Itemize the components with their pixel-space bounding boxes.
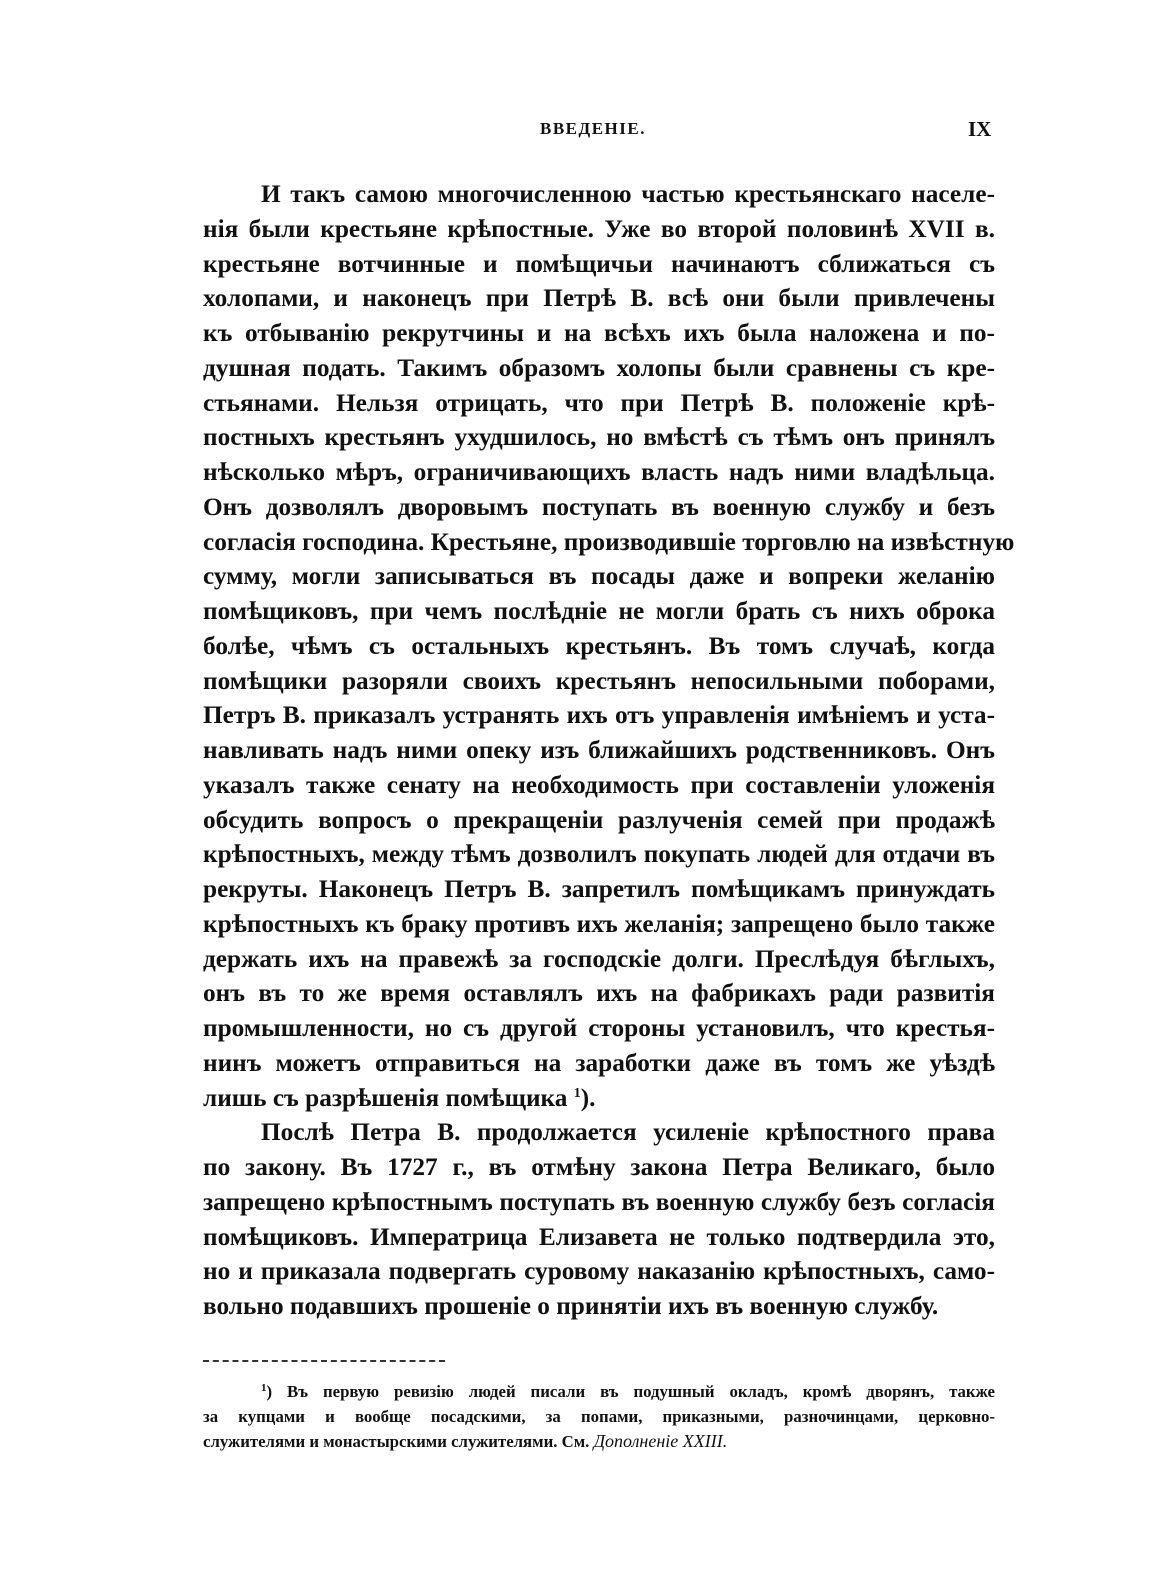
footnote-text: служителями и монастырскими служителями. См. bbox=[203, 1432, 590, 1451]
text-line-content: лишь съ разрѣшенія помѣщика bbox=[203, 1083, 568, 1112]
text-line: къ отбыванію рекрутчины и на всѣхъ ихъ была наложена и по- bbox=[203, 319, 995, 347]
text-line: держать ихъ на правежѣ за господскіе долги. Преслѣдуя бѣглыхъ, bbox=[203, 944, 995, 973]
text-line: сумму, могли записываться въ посады даже и вопреки желанію bbox=[203, 562, 995, 591]
text-line: крѣпостныхъ къ браку противъ ихъ желанія; запрещено было также bbox=[203, 909, 995, 938]
footnote-line bbox=[203, 1380, 995, 1405]
text-line: согласія господина. Крестьяне, производившіе торговлю на извѣстную bbox=[203, 527, 1015, 556]
text-line: Онъ дозволялъ дворовымъ поступать въ военную службу и безъ bbox=[203, 492, 995, 521]
text-line: помѣщики разоряли своихъ крестьянъ непосильными поборами, bbox=[203, 666, 995, 695]
text-line: холопами, и наконецъ при Петрѣ В. всѣ они были привлечены bbox=[203, 284, 995, 313]
footnote-text: ) Въ первую ревизію людей писали въ подушный окладъ, кромѣ дворянъ, также bbox=[266, 1382, 995, 1401]
footnote-cross-reference: Дополненіе XXIII. bbox=[593, 1431, 728, 1451]
text-line: И такъ самою многочисленною частью крестьянскаго населе- bbox=[261, 180, 995, 208]
text-line: обсудить вопросъ о прекращеніи разлученія семей при продажѣ bbox=[203, 805, 995, 834]
footnote-line bbox=[203, 1429, 995, 1455]
text-line: навливать надъ ними опеку изъ ближайшихъ родственниковъ. Онъ bbox=[203, 736, 995, 764]
text-line: по закону. Въ 1727 г., въ отмѣну закона Петра Великаго, было bbox=[203, 1153, 995, 1181]
text-line-with-footnote-ref bbox=[203, 1081, 995, 1116]
text-line: промышленности, но съ другой стороны установилъ, что крестья- bbox=[203, 1014, 995, 1042]
footnote-separator bbox=[203, 1360, 445, 1362]
text-line: вольно подавшихъ прошеніе о принятіи ихъ въ военную службу. bbox=[203, 1292, 939, 1320]
running-title: ВВЕДЕНІЕ. bbox=[540, 119, 646, 138]
footnote-reference-close: ). bbox=[580, 1083, 596, 1112]
footnote-line: за купцами и вообще посадскими, за попами, приказными, разночинцами, церковно- bbox=[203, 1406, 995, 1426]
text-line: стьянами. Нельзя отрицать, что при Петрѣ В. положеніе крѣ- bbox=[203, 388, 995, 417]
page-number: IX bbox=[968, 117, 992, 141]
footnote-reference: 1 bbox=[573, 1085, 581, 1101]
footnote bbox=[203, 1380, 995, 1455]
text-line: болѣе, чѣмъ съ остальныхъ крестьянъ. Въ томъ случаѣ, когда bbox=[203, 631, 995, 660]
text-line: Послѣ Петра В. продолжается усиленіе крѣпостного права bbox=[261, 1118, 995, 1147]
text-line: нѣсколько мѣръ, ограничивающихъ власть надъ ними владѣльца. bbox=[203, 458, 995, 486]
main-text bbox=[203, 177, 1015, 1324]
text-line: крѣпостныхъ, между тѣмъ дозволилъ покупать людей для отдачи въ bbox=[203, 840, 995, 869]
text-line: помѣщиковъ. Императрица Елизавета не только подтвердила это, bbox=[203, 1222, 995, 1251]
text-line: постныхъ крестьянъ ухудшилось, но вмѣстѣ съ тѣмъ онъ принялъ bbox=[203, 423, 995, 452]
text-line: крестьяне вотчинные и помѣщичьи начинаютъ сближаться съ bbox=[203, 249, 995, 278]
text-line: рекруты. Наконецъ Петръ В. запретилъ помѣщикамъ принуждать bbox=[203, 875, 995, 903]
text-line: онъ въ то же время оставлялъ ихъ на фабрикахъ ради развитія bbox=[203, 979, 995, 1008]
footnote-mark: 1 bbox=[261, 1382, 267, 1394]
text-line: помѣщиковъ, при чемъ послѣдніе не могли брать съ нихъ оброка bbox=[203, 597, 995, 625]
text-line: Петръ В. приказалъ устранять ихъ отъ управленія имѣніемъ и уста- bbox=[203, 701, 995, 730]
text-line: нія были крестьяне крѣпостные. Уже во второй половинѣ XVII в. bbox=[203, 214, 995, 243]
text-line: запрещено крѣпостнымъ поступать въ военную службу безъ согласія bbox=[203, 1187, 995, 1216]
text-line: но и приказала подвергать суровому наказанію крѣпостныхъ, само- bbox=[203, 1257, 995, 1286]
text-line: душная подать. Такимъ образомъ холопы были сравнены съ кре- bbox=[203, 353, 995, 382]
text-line: указалъ также сенату на необходимость при составленіи уложенія bbox=[203, 770, 995, 799]
text-line: нинъ можетъ отправиться на заработки даже въ томъ же уѣздѣ bbox=[203, 1048, 995, 1077]
